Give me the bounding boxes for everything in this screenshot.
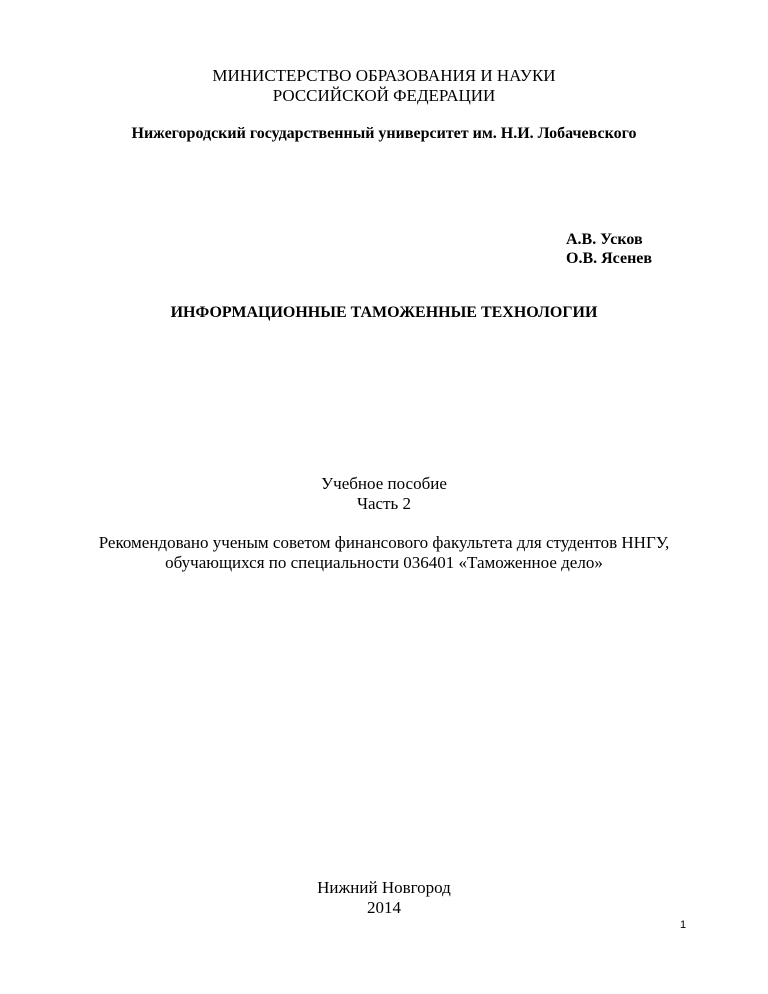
ministry-line-1: МИНИСТЕРСТВО ОБРАЗОВАНИЯ И НАУКИ [212, 66, 556, 85]
document-title: ИНФОРМАЦИОННЫЕ ТАМОЖЕННЫЕ ТЕХНОЛОГИИ [170, 304, 598, 321]
city: Нижний Новгород [317, 878, 451, 897]
year: 2014 [367, 898, 401, 917]
university-name: Нижегородский государственный университет им. Н.И. Лобачевского [131, 125, 637, 142]
page-number: 1 [680, 919, 687, 931]
document-kind: Учебное пособие [321, 474, 447, 493]
document-part: Часть 2 [356, 494, 412, 513]
author-1: А.В. Усков [566, 231, 643, 248]
author-2: О.В. Ясенев [566, 250, 653, 267]
ministry-line-2: РОССИЙСКОЙ ФЕДЕРАЦИИ [272, 86, 496, 105]
recommendation-line-1: Рекомендовано ученым советом финансового факультета для студентов ННГУ, [98, 533, 670, 552]
recommendation-line-2: обучающихся по специальности 036401 «Таможенное дело» [165, 553, 603, 572]
